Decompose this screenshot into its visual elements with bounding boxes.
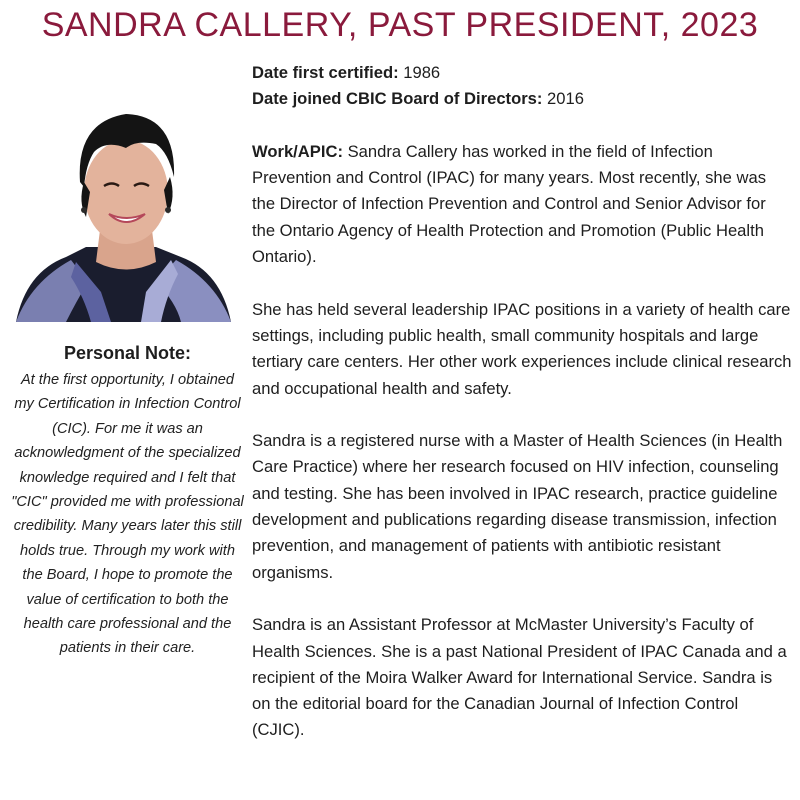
page-title: SANDRA CALLERY, PAST PRESIDENT, 2023 [41,6,759,44]
paragraph-leadership: She has held several leadership IPAC positions in a variety of health care settings, including public health, small community hospitals and large tertiary care centers. Her other work experiences include clinical research and occupational health and safety. [252,299,792,398]
paragraph-education: Sandra is a registered nurse with a Master of Health Sciences (in Health Care Practice) where her research focused on HIV infection, counseling and testing. She has been involved in IPAC research, practice guideline development and publications regarding disease transmission, infection prevention, and management of patients with antibiotic resistant organisms. [252,431,783,582]
portrait-photo-illustration [6,82,238,322]
certified-label: Date first certified: [252,63,399,82]
joined-label: Date joined CBIC Board of Directors: [252,89,543,109]
personal-note [10,343,245,661]
biography [252,60,792,744]
personal-note-heading: Personal Note: [63,343,192,363]
certified-line [252,60,792,86]
work-paragraph [252,139,792,270]
work-label: Work/APIC: [252,141,343,161]
joined-line [252,86,792,112]
work-text: Sandra Callery has worked in the field of Infection Prevention and Control (IPAC) for many years. Most recently, she was the Director of Infection Prevention and Control and Senior Advisor for the Ontario Agency of Health Protection and Promotion (Public Health Ontario). [252,141,766,267]
paragraph-academic: Sandra is an Assistant Professor at McMaster University’s Faculty of Health Sciences. She is a past National President of IPAC Canada and a recipient of the Moira Walker Award for International Service. Sandra is on the editorial board for the Canadian Journal of Infection Control (CJIC). [252,615,787,740]
personal-note-text: At the first opportunity, I obtained my Certification in Infection Control (CIC). For me it was an acknowledgment of the specialized knowledge required and I felt that "CIC" provided me with professional credibility. Many years later this still holds true. Through my work with the Board, I hope to promote the value of certification to both the health care professional and the patients in their care. [11,372,244,657]
certified-value: 1986 [398,63,441,82]
portrait-photo [6,82,238,322]
joined-value: 2016 [542,89,584,109]
